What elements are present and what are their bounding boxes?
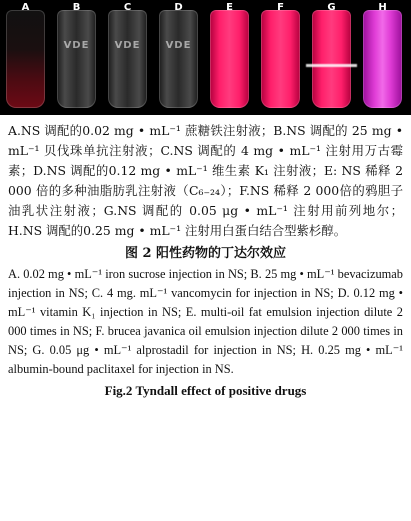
- vial-a-body: [6, 10, 45, 108]
- tyndall-photo: [0, 0, 411, 115]
- vial-g-body: [312, 10, 351, 108]
- vial-c-logo: VDE: [114, 40, 141, 51]
- figure-title-english: Fig.2 Tyndall effect of positive drugs: [104, 383, 307, 398]
- vial-c-body: [108, 10, 147, 108]
- vial-d-body: [159, 10, 198, 108]
- vial-e-body: [210, 10, 249, 108]
- caption-english: A. 0.02 mg • mL⁻¹ iron sucrose injection in NS; B. 25 mg • mL⁻¹ bevacizumab injection in NS; C. 4 mg. mL⁻¹ vancomycin for injection in NS; D. 0.12 mg • mL⁻¹ vitamin K₁ injection in NS; E. multi-oil fat emulsion injection dilute 2 000 times in NS; F. brucea javanica oil emulsion injection dilute 2 000 times in NS; G. 0.05 μg • mL⁻¹ alprostadil for injection in NS; H. 0.25 mg • mL⁻¹ albumin-bound paclitaxel for injection in NS.: [8, 267, 403, 376]
- vial-b-logo: VDE: [63, 40, 90, 51]
- figure-caption: [0, 115, 411, 400]
- vial-c-label: C: [123, 2, 132, 13]
- vial-d-logo: VDE: [165, 40, 192, 51]
- vial-f-body: [261, 10, 300, 108]
- tyndall-light-beam: [306, 64, 357, 67]
- vial-b-body: [57, 10, 96, 108]
- vial-f: [255, 0, 306, 115]
- vial-h-label: H: [378, 2, 387, 13]
- vial-e: [204, 0, 255, 115]
- vial-a-label: A: [21, 2, 30, 13]
- vial-f-label: F: [277, 2, 284, 13]
- vial-d: [153, 0, 204, 115]
- vial-a: [0, 0, 51, 115]
- vial-h-body: [363, 10, 402, 108]
- vial-d-label: D: [174, 2, 183, 13]
- caption-chinese: A.NS 调配的0.02 mg • mL⁻¹ 蔗糖铁注射液；B.NS 调配的 25 mg • mL⁻¹ 贝伐珠单抗注射液；C.NS 调配的 4 mg • mL⁻¹ 注射用万古霉素；D.NS 调配的0.12 mg • mL⁻¹ 维生素 K₁ 注射液；E: NS 稀释 2 000 倍的多种油脂肪乳注射液（C₆₋₂₄）；F.NS 稀释 2 000倍的鸦胆子油乳状注射液；G.NS 调配的 0.05 μg • mL⁻¹ 注射用前列地尔；H.NS 调配的0.25 mg • mL⁻¹ 注射用白蛋白结合型紫杉醇。: [8, 123, 403, 238]
- vial-g: [306, 0, 357, 115]
- vial-h: [357, 0, 408, 115]
- vial-b: [51, 0, 102, 115]
- vial-c: [102, 0, 153, 115]
- vial-g-label: G: [327, 2, 336, 13]
- vial-b-label: B: [72, 2, 81, 13]
- figure-title-chinese: 图 2 阳性药物的丁达尔效应: [124, 246, 287, 261]
- vial-e-label: E: [226, 2, 233, 13]
